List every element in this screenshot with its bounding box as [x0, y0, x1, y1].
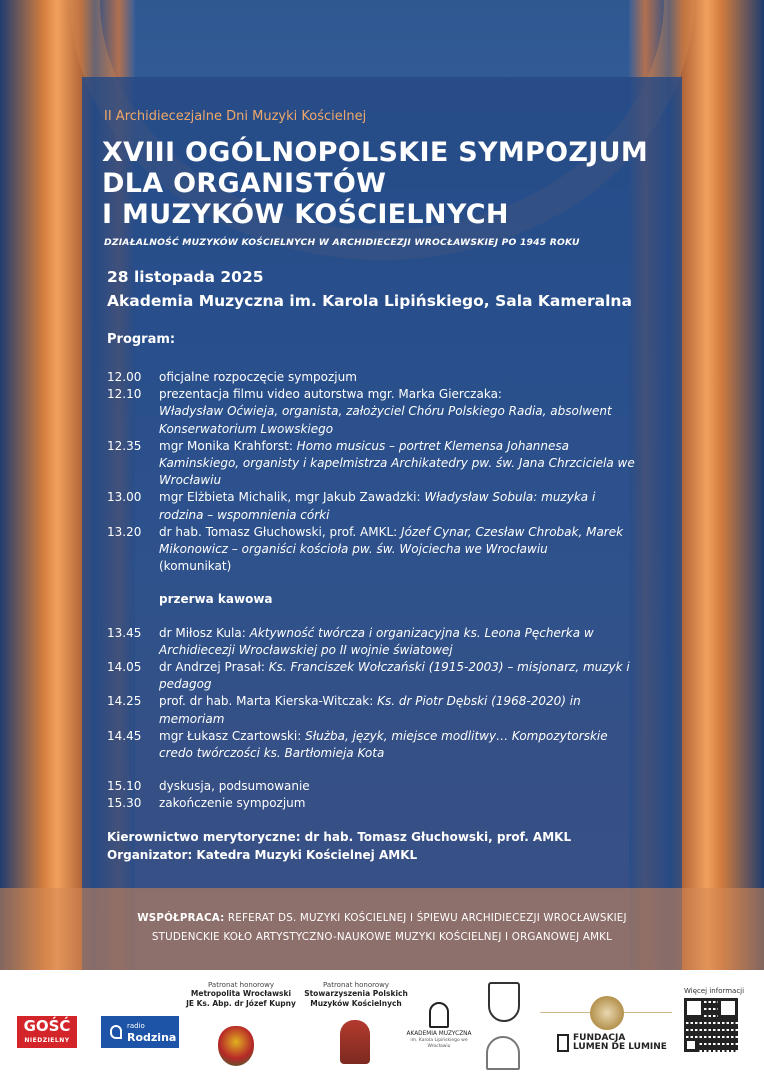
schedule-text: prezentacja filmu video autorstwa mgr. Marka Gierczaka:	[159, 387, 502, 402]
schedule-item	[107, 728, 637, 762]
leadership	[107, 828, 571, 864]
foundation-icon	[557, 1034, 569, 1052]
schedule-topic: Władysław Sobula: muzyka i rodzina – wspomnienia córki	[159, 490, 596, 522]
radio-logo-sub: radio	[127, 1022, 145, 1030]
patron-association	[300, 981, 412, 1009]
patron-metropolitan	[186, 981, 296, 1009]
qr-finder-pattern	[684, 1038, 698, 1052]
schedule-text: mgr Elżbieta Michalik, mgr Jakub Zawadzki:	[159, 490, 425, 505]
schedule	[107, 369, 637, 813]
schedule-time: 12.00	[107, 370, 142, 384]
schedule-topic: Służba, język, miejsce modlitwy… Kompozytorskie credo twórczości ks. Bartłomieja Kota	[159, 728, 608, 761]
schedule-topic: Józef Cynar, Czesław Chrobak, Marek Mikonowicz – organiści kościoła pw. św. Wojciecha we Wrocławiu	[159, 524, 624, 557]
event-venue: Akademia Muzyczna im. Karola Lipińskiego, Sala Kameralna	[107, 292, 632, 310]
schedule-time: 15.30	[107, 796, 142, 811]
schedule-topic: Władysław Oćwieja, organista, założyciel Chóru Polskiego Radia, absolwent Konserwatorium Lwowskiego	[159, 404, 612, 436]
association-emblem-icon	[340, 1020, 370, 1064]
schedule-text: oficjalne rozpoczęcie sympozjum	[159, 370, 357, 384]
lyre-icon	[429, 1002, 449, 1028]
radio-rodzina-logo	[101, 1016, 179, 1048]
schedule-item	[107, 438, 637, 490]
schedule-time: 14.45	[107, 728, 142, 743]
academic-lead: Kierownictwo merytoryczne: dr hab. Tomasz Głuchowski, prof. AMKL	[107, 830, 572, 844]
radio-logo-text: Rodzina	[127, 1031, 177, 1044]
schedule-item	[107, 693, 637, 727]
patron-label: Patronat honorowy	[208, 981, 274, 989]
schedule-time: 15.10	[107, 779, 142, 794]
academy-logo	[402, 1002, 476, 1050]
schedule-time: 13.20	[107, 524, 142, 539]
schedule-note: (komunikat)	[159, 559, 232, 574]
archbishop-coat-of-arms-icon	[218, 1026, 254, 1066]
organizer: Organizator: Katedra Muzyki Kościelnej AMKL	[107, 848, 418, 862]
patron-name: Metropolita Wrocławski JE Ks. Abp. dr Józef Kupny	[186, 989, 296, 1008]
church-music-shield-icon	[488, 982, 520, 1022]
schedule-item	[107, 489, 637, 523]
gosc-niedzielny-logo	[17, 1016, 77, 1048]
radio-icon	[110, 1025, 122, 1039]
schedule-topic: Ks. Franciszek Wołczański (1915-2003) – misjonarz, muzyk i pedagog	[159, 660, 630, 692]
schedule-item	[107, 386, 637, 438]
schedule-topic: Ks. dr Piotr Dębski (1968-2020) in memoriam	[159, 694, 581, 726]
coffee-break: przerwa kawowa	[159, 592, 273, 607]
schedule-item	[107, 659, 637, 693]
schedule-item	[107, 369, 637, 386]
cooperation-line-2: STUDENCKIE KOŁO ARTYSTYCZNO-NAUKOWE MUZYKI KOŚCIELNEJ I ORGANOWEJ AMKL	[151, 931, 613, 943]
program-label: Program:	[107, 332, 176, 347]
schedule-text: mgr Łukasz Czartowski:	[159, 728, 306, 743]
cathedral-arch-icon	[486, 1036, 520, 1070]
title-line-1: XVIII OGÓLNOPOLSKIE SYMPOZJUM	[102, 137, 648, 168]
cooperation-line-1: REFERAT DS. MUZYKI KOŚCIELNEJ I ŚPIEWU ARCHIDIECEZJI WROCŁAWSKIEJ	[224, 912, 627, 924]
gosc-logo-text: GOŚĆ	[23, 1017, 71, 1035]
schedule-text: mgr Monika Krahforst:	[159, 438, 297, 453]
schedule-time: 14.05	[107, 660, 142, 675]
page-title	[102, 137, 702, 230]
academy-name: AKADEMIA MUZYCZNA	[406, 1031, 472, 1037]
schedule-item	[107, 795, 637, 812]
schedule-time: 14.25	[107, 694, 142, 709]
schedule-time: 12.35	[107, 438, 142, 453]
schedule-text: dr Andrzej Prasał:	[159, 660, 269, 675]
schedule-topic: Aktywność twórcza i organizacyjna ks. Leona Pęcherka w Archidiecezji Wrocławskiej po II wojnie światowej	[159, 625, 594, 657]
schedule-item	[107, 524, 637, 576]
title-line-2: DLA ORGANISTÓW	[102, 168, 387, 199]
schedule-text: prof. dr hab. Marta Kierska-Witczak:	[159, 694, 378, 709]
schedule-time: 12.10	[107, 387, 142, 402]
cooperation-label: WSPÓŁPRACA:	[137, 912, 225, 924]
schedule-item	[107, 778, 637, 795]
schedule-text: zakończenie sympozjum	[159, 796, 306, 811]
kicker: II Archidiecezjalne Dni Muzyki Kościelnej	[104, 109, 367, 124]
academy-sub: im. Karola Lipińskiego we Wrocławiu	[410, 1038, 468, 1049]
medal-icon	[590, 996, 624, 1030]
cooperation	[0, 909, 764, 947]
schedule-text: dr hab. Tomasz Głuchowski, prof. AMKL:	[159, 524, 402, 539]
foundation-logo	[557, 1034, 667, 1052]
schedule-text: dyskusja, podsumowanie	[159, 779, 310, 794]
subtitle: DZIAŁALNOŚĆ MUZYKÓW KOŚCIELNYCH W ARCHIDIECEZJI WROCŁAWSKIEJ PO 1945 ROKU	[104, 237, 580, 248]
more-info-label: Więcej informacji	[684, 987, 745, 995]
foundation-line-1: FUNDACJA	[573, 1033, 626, 1043]
schedule-time: 13.45	[107, 625, 142, 640]
schedule-text: dr Miłosz Kula:	[159, 625, 250, 640]
title-line-3: I MUZYKÓW KOŚCIELNYCH	[102, 199, 509, 230]
schedule-item	[107, 625, 637, 659]
schedule-time: 13.00	[107, 490, 142, 505]
patron-label: Patronat honorowy	[323, 981, 389, 989]
event-date: 28 listopada 2025	[107, 268, 264, 286]
patron-name: Stowarzyszenia Polskich Muzyków Kościelnych	[304, 989, 408, 1008]
foundation-line-2: LUMEN DE LUMINE	[573, 1042, 667, 1052]
gosc-logo-sub: NIEDZIELNY	[24, 1037, 70, 1044]
schedule-topic: Homo musicus – portret Klemensa Johannesa Kaminskiego, organisty i kapelmistrza Archikatedry pw. św. Jana Chrzciciela we Wrocławiu	[159, 438, 635, 488]
